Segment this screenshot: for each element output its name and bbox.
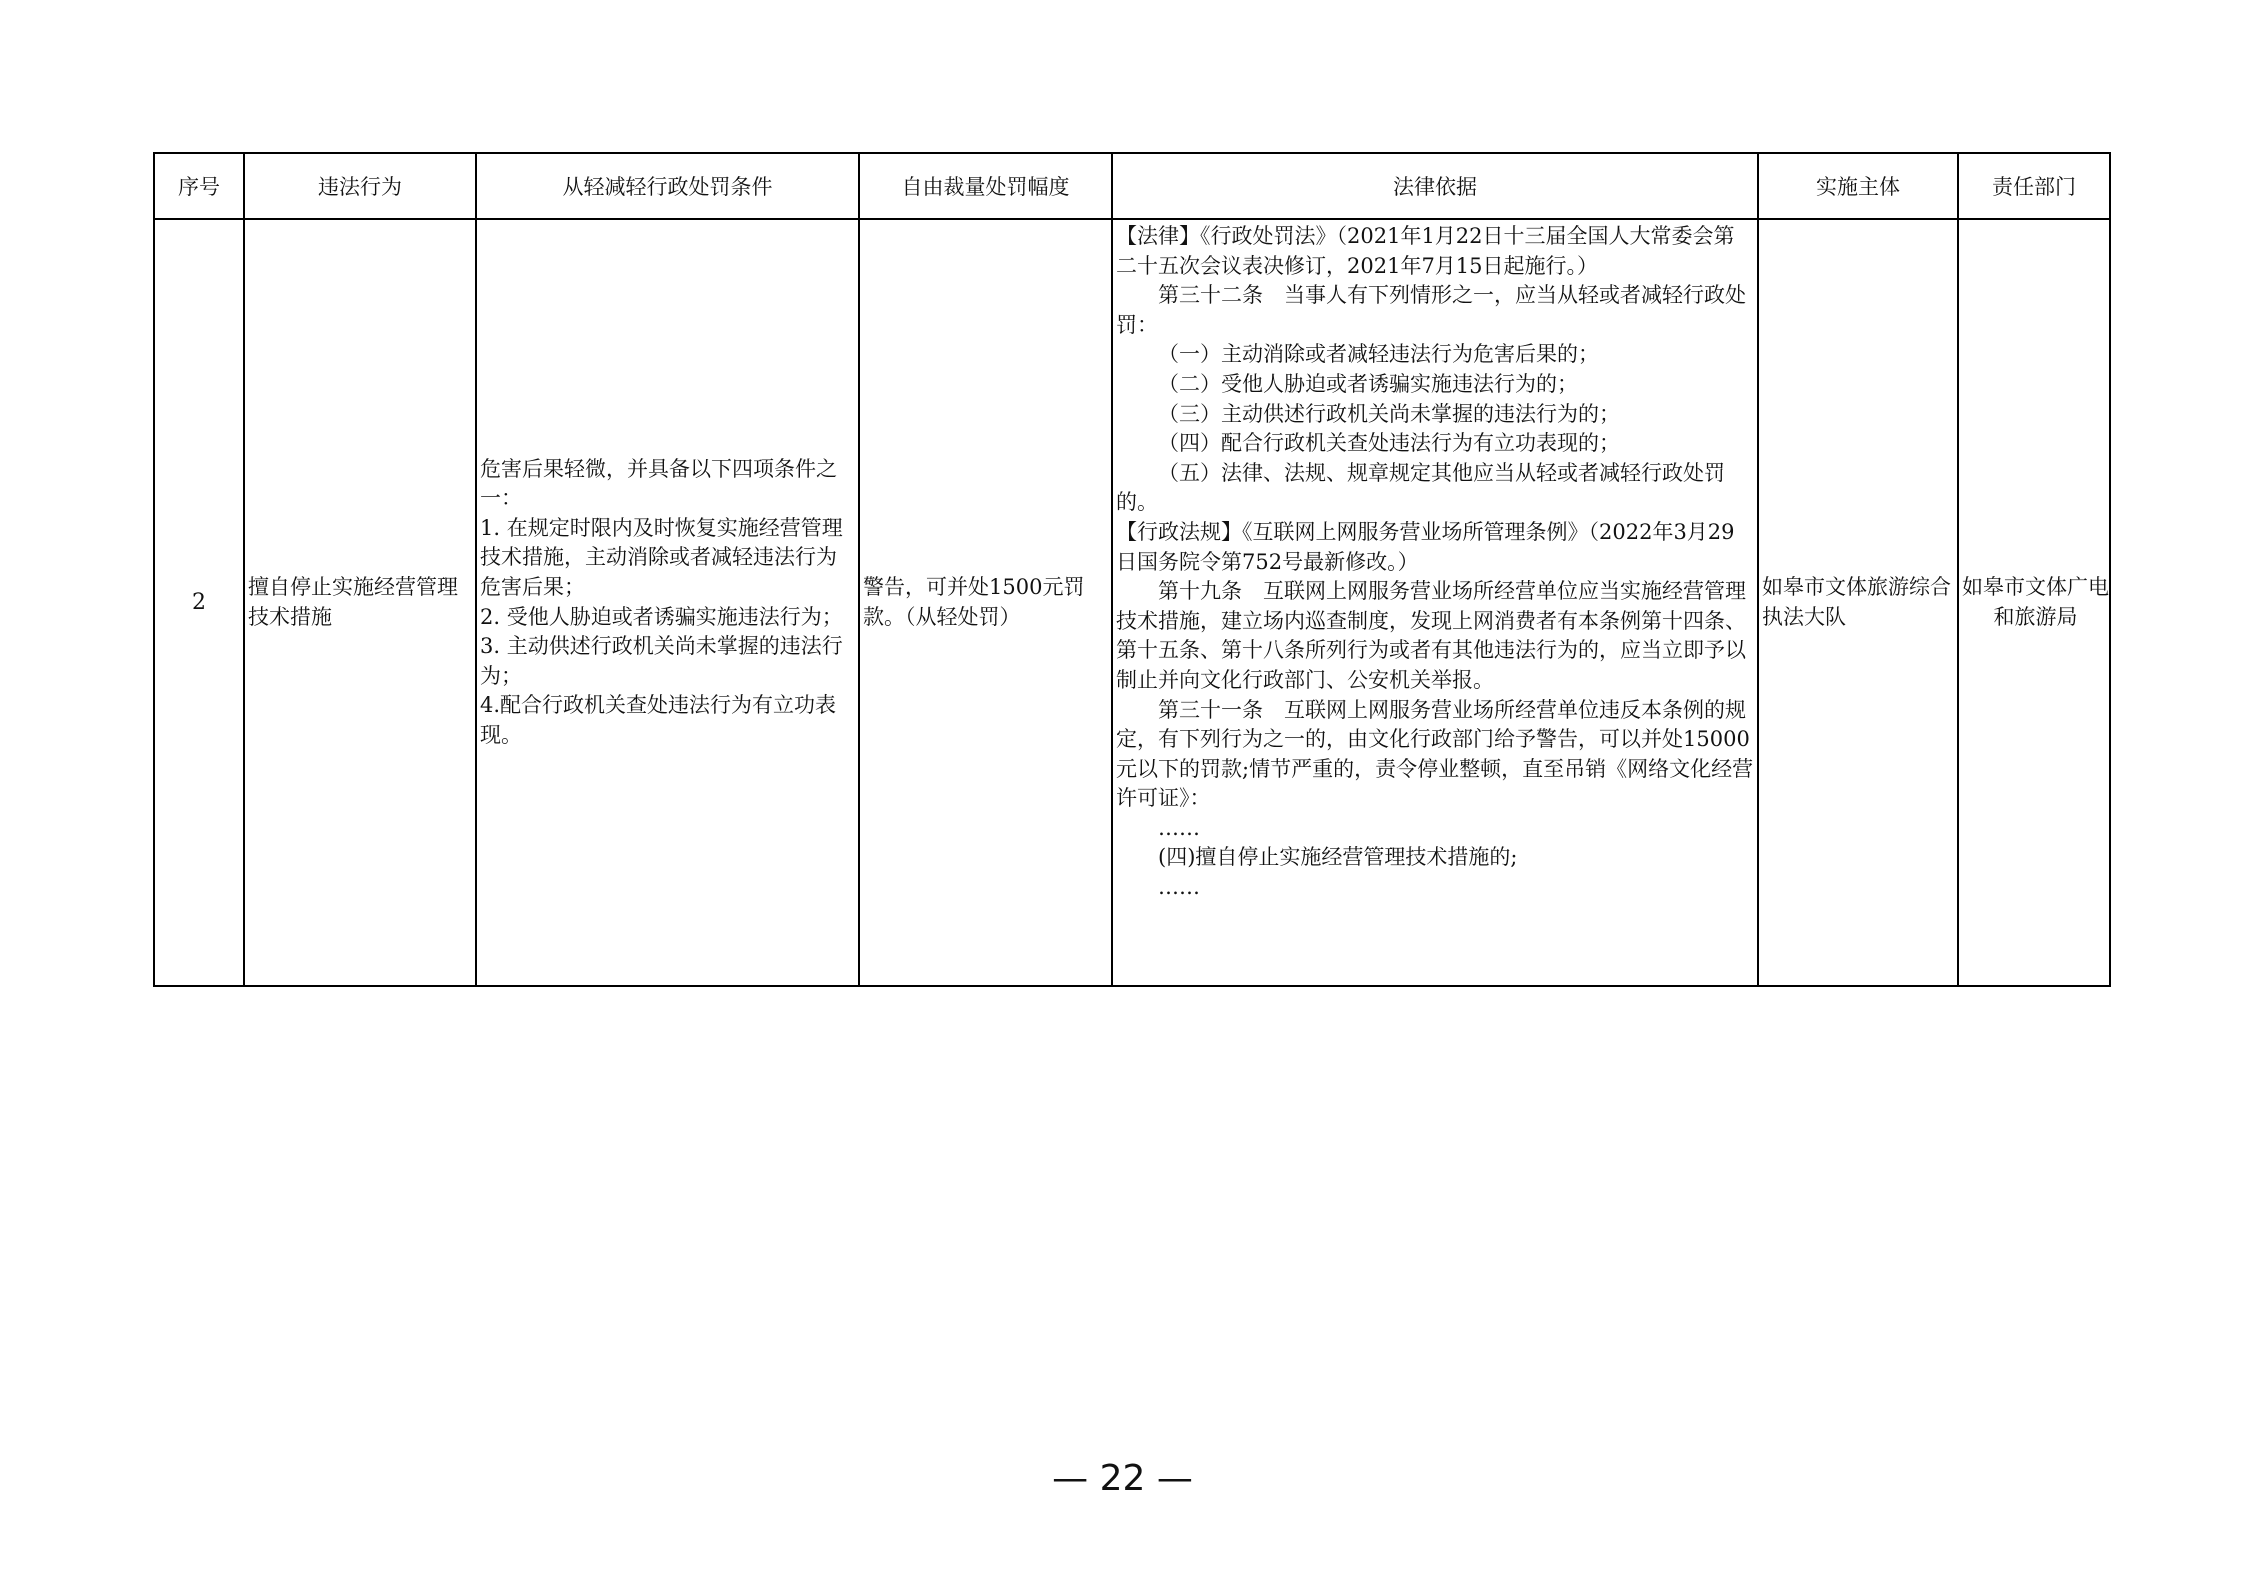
cell-responsible-department: 如皋市文体广电和旅游局 (1958, 219, 2110, 986)
header-mitigation-conditions: 从轻减轻行政处罚条件 (476, 153, 859, 219)
law-article-32: 第三十二条 当事人有下列情形之一，应当从轻或者减轻行政处罚： (1116, 283, 1746, 337)
condition-item-4: 4.配合行政机关查处违法行为有立功表现。 (480, 693, 837, 747)
penalty-discretion-table (153, 152, 2111, 987)
header-violation: 违法行为 (244, 153, 476, 219)
condition-item-2: 2. 受他人胁迫或者诱骗实施违法行为； (480, 604, 843, 629)
regulation-item-4: (四)擅自停止实施经营管理技术措施的; (1158, 845, 1518, 870)
header-discretion-range: 自由裁量处罚幅度 (859, 153, 1112, 219)
condition-item-3: 3. 主动供述行政机关尚未掌握的违法行为； (480, 634, 843, 688)
cell-violation: 擅自停止实施经营管理技术措施 (244, 219, 476, 986)
law-item-1: （一）主动消除或者减轻违法行为危害后果的； (1158, 342, 1599, 367)
cell-mitigation-conditions (476, 219, 859, 986)
law-title: 【法律】《行政处罚法》（2021年1月22日十三届全国人大常委会第二十五次会议表决修订，2021年7月15日起施行。） (1116, 224, 1735, 278)
header-legal-basis: 法律依据 (1112, 153, 1758, 219)
table-row (154, 219, 2110, 986)
law-item-5: （五）法律、法规、规章规定其他应当从轻或者减轻行政处罚的。 (1116, 460, 1725, 515)
condition-item-1: 1. 在规定时限内及时恢复实施经营管理技术措施，主动消除或者减轻违法行为危害后果； (480, 515, 843, 599)
law-item-2: （二）受他人胁迫或者诱骗实施违法行为的； (1158, 371, 1578, 396)
cell-legal-basis (1112, 219, 1758, 986)
law-item-3: （三）主动供述行政机关尚未掌握的违法行为的； (1158, 401, 1620, 426)
header-responsible-department: 责任部门 (1958, 153, 2110, 219)
cell-discretion-range: 警告，可并处1500元罚款。（从轻处罚） (859, 219, 1112, 986)
header-executor: 实施主体 (1758, 153, 1958, 219)
header-serial-number: 序号 (154, 153, 244, 219)
page-number: — 22 — (1052, 1458, 1193, 1499)
cell-serial-number: 2 (154, 219, 244, 986)
table-header-row (154, 153, 2110, 219)
regulation-article-31: 第三十一条 互联网上网服务营业场所经营单位违反本条例的规定，有下列行为之一的，由文化行政部门给予警告，可以并处15000元以下的罚款;情节严重的，责令停业整顿，直至吊销《网络文化经营许可证》： (1116, 697, 1754, 811)
condition-intro: 危害后果轻微，并具备以下四项条件之一： (480, 456, 837, 511)
ellipsis: …… (1158, 875, 1200, 900)
regulation-title: 【行政法规】《互联网上网服务营业场所管理条例》（2022年3月29日国务院令第752号最新修改。） (1116, 519, 1735, 574)
law-item-4: （四）配合行政机关查处违法行为有立功表现的； (1158, 431, 1620, 456)
regulation-article-19: 第十九条 互联网上网服务营业场所经营单位应当实施经营管理技术措施，建立场内巡查制度，发现上网消费者有本条例第十四条、第十五条、第十八条所列行为或者有其他违法行为的，应当立即予以制止并向文化行政部门、公安机关举报。 (1116, 579, 1746, 692)
cell-executor: 如皋市文体旅游综合执法大队 (1758, 219, 1958, 986)
ellipsis: …… (1158, 815, 1200, 840)
